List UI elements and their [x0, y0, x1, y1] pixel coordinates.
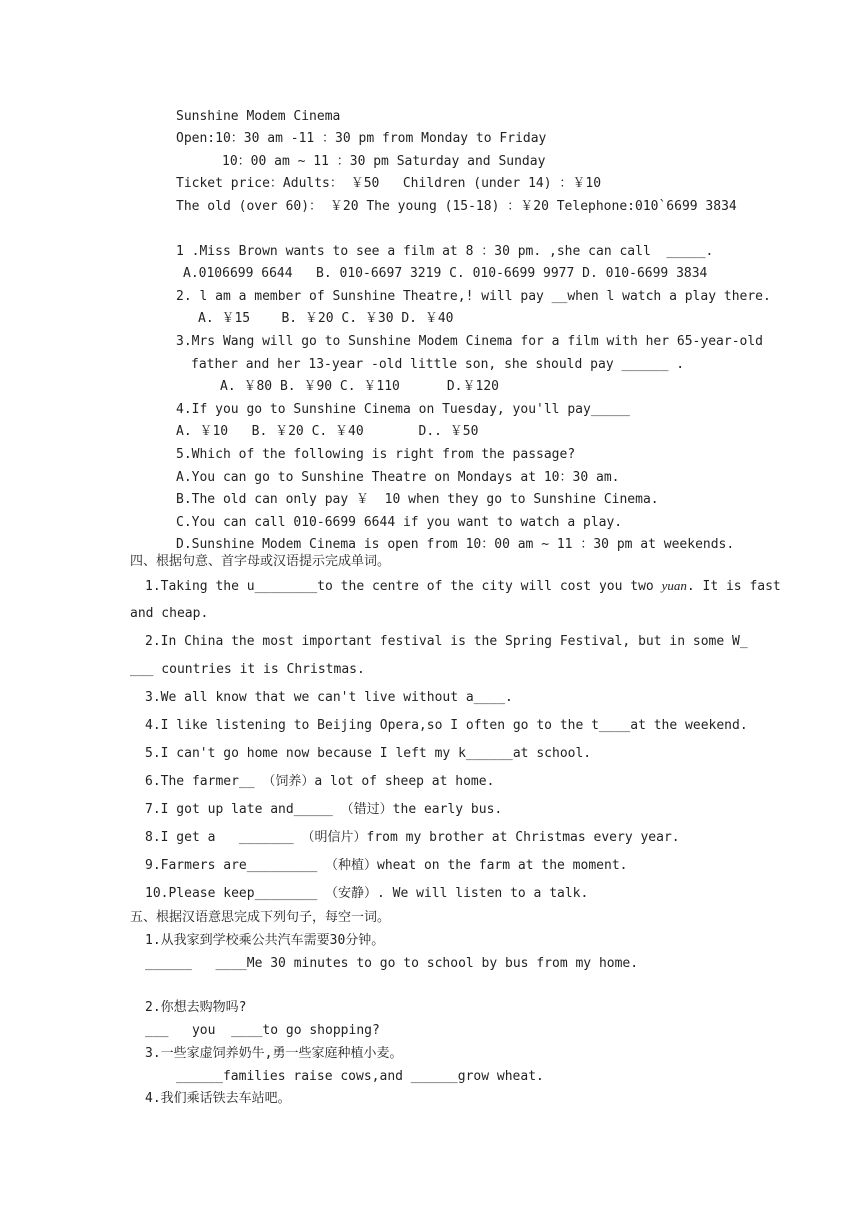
notice-old-price: The old (over 60)： ￥20 The young (15-18) ：￥20 Telephone:010`6699 3834 [176, 199, 737, 214]
reading-q4-options: A. ￥10 B. ￥20 C. ￥40 D.. ￥50 [176, 424, 479, 439]
section4-q1-cont: and cheap. [130, 606, 209, 621]
reading-q5-option-a: A.You can go to Sunshine Theatre on Mondays at 10：30 am. [176, 470, 620, 485]
reading-q2-options: A. ￥15 B. ￥20 C. ￥30 D. ￥40 [198, 311, 454, 326]
section4-q2-cont: ___ countries it is Christmas. [130, 662, 365, 677]
section5-q3-chinese: 3.一些家虚饲养奶牛,勇一些家庭种植小麦。 [145, 1046, 403, 1061]
notice-price: Ticket price：Adults： ￥50 Children (under 14) ：￥10 [176, 176, 602, 191]
section4-q1-part2: . It is fast [686, 579, 781, 594]
reading-q5: 5.Which of the following is right from the passage? [176, 447, 576, 462]
reading-q3-options: A. ￥80 B. ￥90 C. ￥110 D.￥120 [220, 379, 499, 394]
reading-q5-option-d: D.Sunshine Modem Cinema is open from 10：00 am ~ 11 ：30 pm at weekends. [176, 537, 735, 552]
section4-heading: 四、根据句意、首字母或汉语提示完成单词。 [130, 554, 391, 569]
section4-q9: 9.Farmers are_________ （种植）wheat on the farm at the moment. [145, 858, 628, 873]
section4-q2: 2.In China the most important festival is the Spring Festival, but in some W_ [145, 634, 748, 649]
section5-q1-english: ______ ____Me 30 minutes to go to school by bus from my home. [145, 956, 639, 971]
section4-q5: 5.I can't go home now because I left my k______at school. [145, 746, 592, 761]
section4-q4: 4.I like listening to Beijing Opera,so I often go to the t____at the weekend. [145, 718, 748, 733]
notice-open-weekday: Open:10：30 am -11 ：30 pm from Monday to Friday [176, 131, 547, 146]
reading-q5-option-b: B.The old can only pay ￥ 10 when they go to Sunshine Cinema. [176, 492, 659, 507]
notice-open-weekend: 10：00 am ~ 11 ：30 pm Saturday and Sunday [222, 154, 546, 169]
reading-q2: 2. l am a member of Sunshine Theatre,! will pay __when l watch a play there. [176, 289, 771, 304]
notice-title: Sunshine Modem Cinema [176, 109, 341, 124]
section4-q3: 3.We all know that we can't live without a____. [145, 690, 513, 705]
reading-q1-options: A.0106699 6644 B. 010-6697 3219 C. 010-6699 9977 D. 010-6699 3834 [183, 266, 708, 281]
reading-q3-cont: father and her 13-year -old little son, she should pay ______ . [191, 357, 685, 372]
reading-q5-option-c: C.You can call 010-6699 6644 if you want to watch a play. [176, 515, 623, 530]
section4-q7: 7.I got up late and_____ （错过）the early bus. [145, 802, 503, 817]
section4-q1 [145, 578, 781, 595]
reading-q1: 1 .Miss Brown wants to see a film at 8 ：30 pm. ,she can call _____. [176, 244, 714, 259]
section4-q8: 8.I get a _______ （明信片）from my brother at Christmas every year. [145, 830, 680, 845]
reading-q4: 4.If you go to Sunshine Cinema on Tuesday, you'll pay_____ [176, 402, 630, 417]
section5-q4-chinese: 4.我们乘话铁去车站吧。 [145, 1091, 291, 1106]
section4-q1-yuan: yuan [661, 578, 687, 593]
section4-q1-part1: 1.Taking the u________to the centre of the city will cost you two [145, 579, 662, 594]
section5-q2-chinese: 2.你想去购物吗? [145, 1000, 247, 1015]
section5-q3-english: ______families raise cows,and ______grow wheat. [176, 1069, 544, 1084]
section5-q2-english: ___ you ____to go shopping? [145, 1023, 380, 1038]
section5-heading: 五、根据汉语意思完成下列句子，每空一词。 [130, 910, 391, 925]
reading-q3: 3.Mrs Wang will go to Sunshine Modem Cinema for a film with her 65-year-old [176, 334, 763, 349]
section5-q1-chinese: 1.从我家到学校乘公共汽车需要30分钟。 [145, 933, 385, 948]
section4-q6: 6.The farmer__ （饲养）a lot of sheep at home. [145, 774, 495, 789]
section4-q10: 10.Please keep________ （安静）. We will listen to a talk. [145, 886, 589, 901]
